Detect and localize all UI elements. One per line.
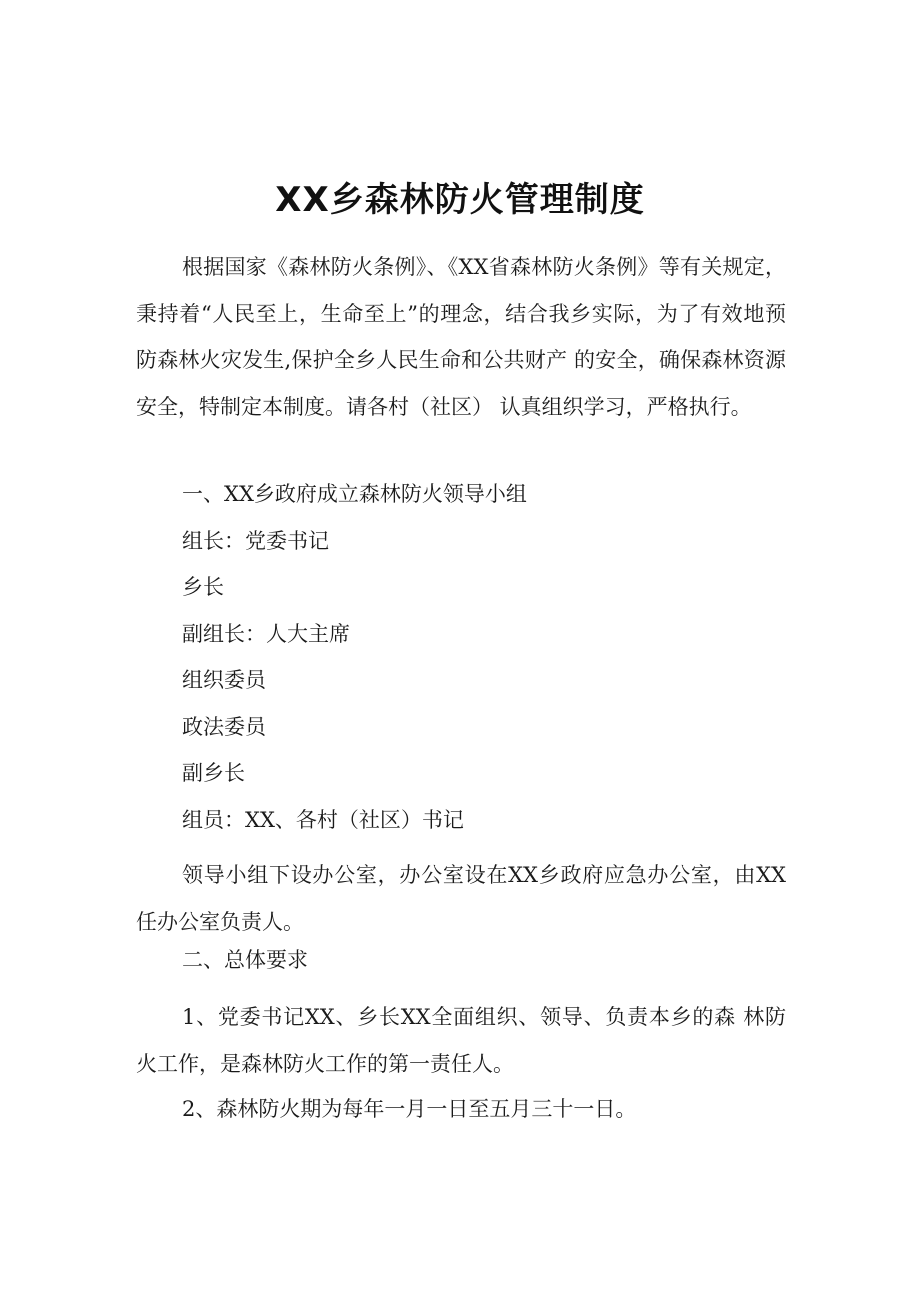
item-1-paragraph: 1、党委书记XX、乡长XX全面组织、领导、负责本乡的森 林防火工作，是森林防火工作的第一责任人。 — [136, 1005, 786, 1076]
organization-member-line: 组织委员 — [182, 668, 266, 692]
item-2-paragraph: 2、森林防火期为每年一月一日至五月三十一日。 — [182, 1097, 637, 1121]
deputy-township-head-line: 副乡长 — [182, 761, 245, 785]
office-paragraph: 领导小组下设办公室，办公室设在XX乡政府应急办公室，由XX任办公室负责人。 — [136, 863, 786, 934]
section2-heading: 二、总体要求 — [182, 948, 308, 972]
political-legal-member-line: 政法委员 — [182, 715, 266, 739]
intro-paragraph: 根据国家《森林防火条例》、《XX省森林防火条例》等有关规定，秉持着“人民至上，生命至上”的理念，结合我乡实际，为了有效地预防森林火灾发生,保护全乡人民生命和公共财产 的安全，确保森林资源安全，特制定本制度。请各村（社区） 认真组织学习，严格执行。 — [136, 255, 786, 419]
township-head-line: 乡长 — [182, 575, 224, 599]
members-line: 组员：XX、各村（社区）书记 — [182, 808, 464, 832]
group-leader-line: 组长：党委书记 — [182, 529, 329, 553]
section1-heading: 一、XX乡政府成立森林防火领导小组 — [182, 482, 527, 506]
document-title: XX乡森林防火管理制度 — [275, 180, 645, 220]
deputy-leader-line: 副组长：人大主席 — [182, 622, 350, 646]
